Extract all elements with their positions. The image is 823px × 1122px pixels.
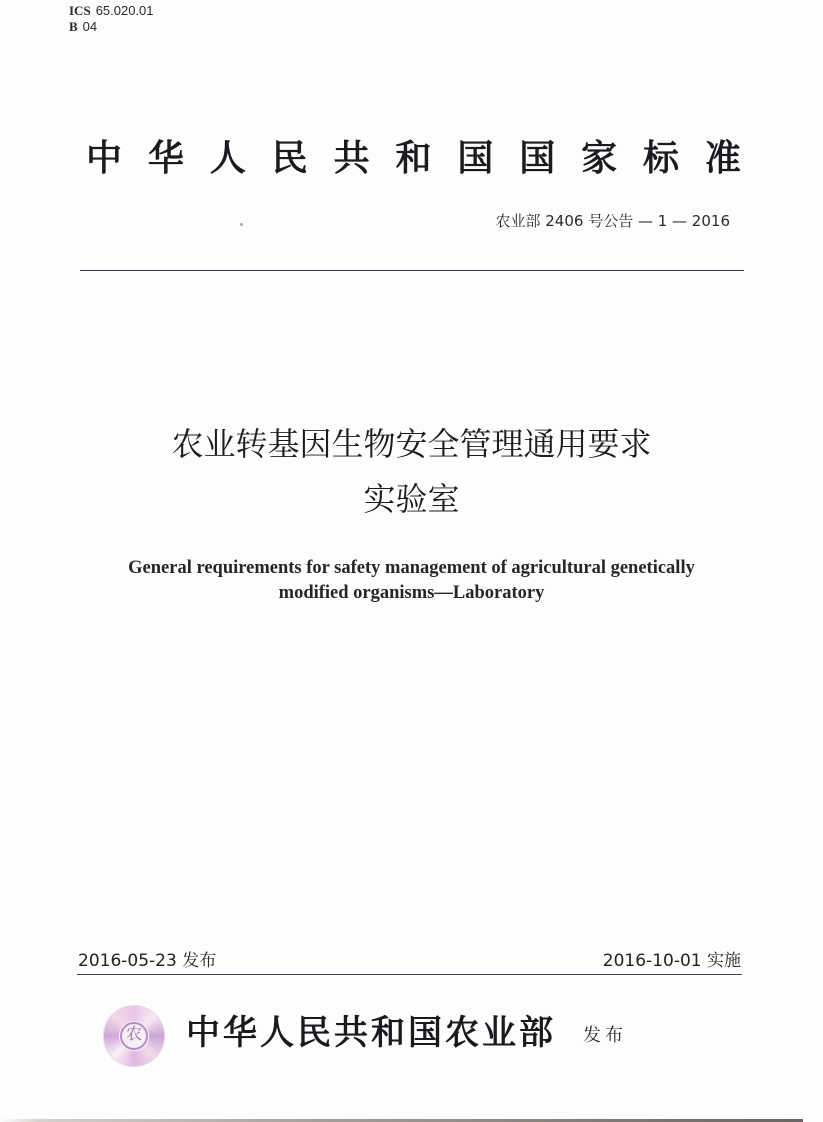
ics-label: ICS (69, 3, 91, 18)
release-date-value: 2016-05-23 (78, 951, 177, 971)
heading-char: 华 (147, 138, 184, 179)
ccs-label: B (69, 19, 78, 34)
issuing-authority: 中华人民共和国农业部 (186, 1013, 556, 1053)
emblem-glyph: 农 (125, 1024, 142, 1043)
standard-number: 农业部 2406 号公告 — 1 — 2016 (495, 212, 730, 230)
ccs-value: 04 (82, 19, 98, 34)
heading-char: 民 (271, 138, 308, 179)
heading-char: 共 (333, 138, 370, 179)
ics-code (69, 3, 154, 19)
release-date (78, 950, 216, 972)
heading-char: 国 (519, 138, 556, 179)
english-title (0, 556, 823, 606)
implementation-date (603, 950, 741, 972)
national-standard-heading (86, 136, 741, 182)
ccs-code (69, 19, 154, 35)
footer-divider (77, 974, 742, 975)
release-label: 发布 (182, 951, 217, 971)
heading-char: 人 (209, 138, 246, 179)
chinese-title-line-2: 实验室 (363, 480, 460, 518)
heading-char: 国 (457, 138, 494, 179)
heading-char: 中 (86, 138, 123, 179)
classification-codes (69, 3, 154, 35)
chinese-title-line-1: 农业转基因生物安全管理通用要求 (171, 425, 652, 463)
implement-label: 实施 (707, 951, 741, 971)
heading-char: 和 (395, 138, 432, 179)
implement-date-value: 2016-10-01 (602, 951, 702, 971)
header-divider (80, 270, 744, 271)
heading-char: 家 (581, 138, 618, 179)
ics-value: 65.020.01 (95, 3, 154, 18)
issuer-action-label: 发布 (583, 1025, 627, 1046)
heading-char: 准 (704, 138, 741, 179)
ministry-emblem-icon (103, 1005, 165, 1067)
scan-speck (240, 223, 243, 226)
english-title-line-1: General requirements for safety management of agricultural genetically (128, 558, 695, 578)
heading-char: 标 (643, 138, 680, 179)
english-title-line-2: modified organisms—Laboratory (278, 583, 545, 603)
